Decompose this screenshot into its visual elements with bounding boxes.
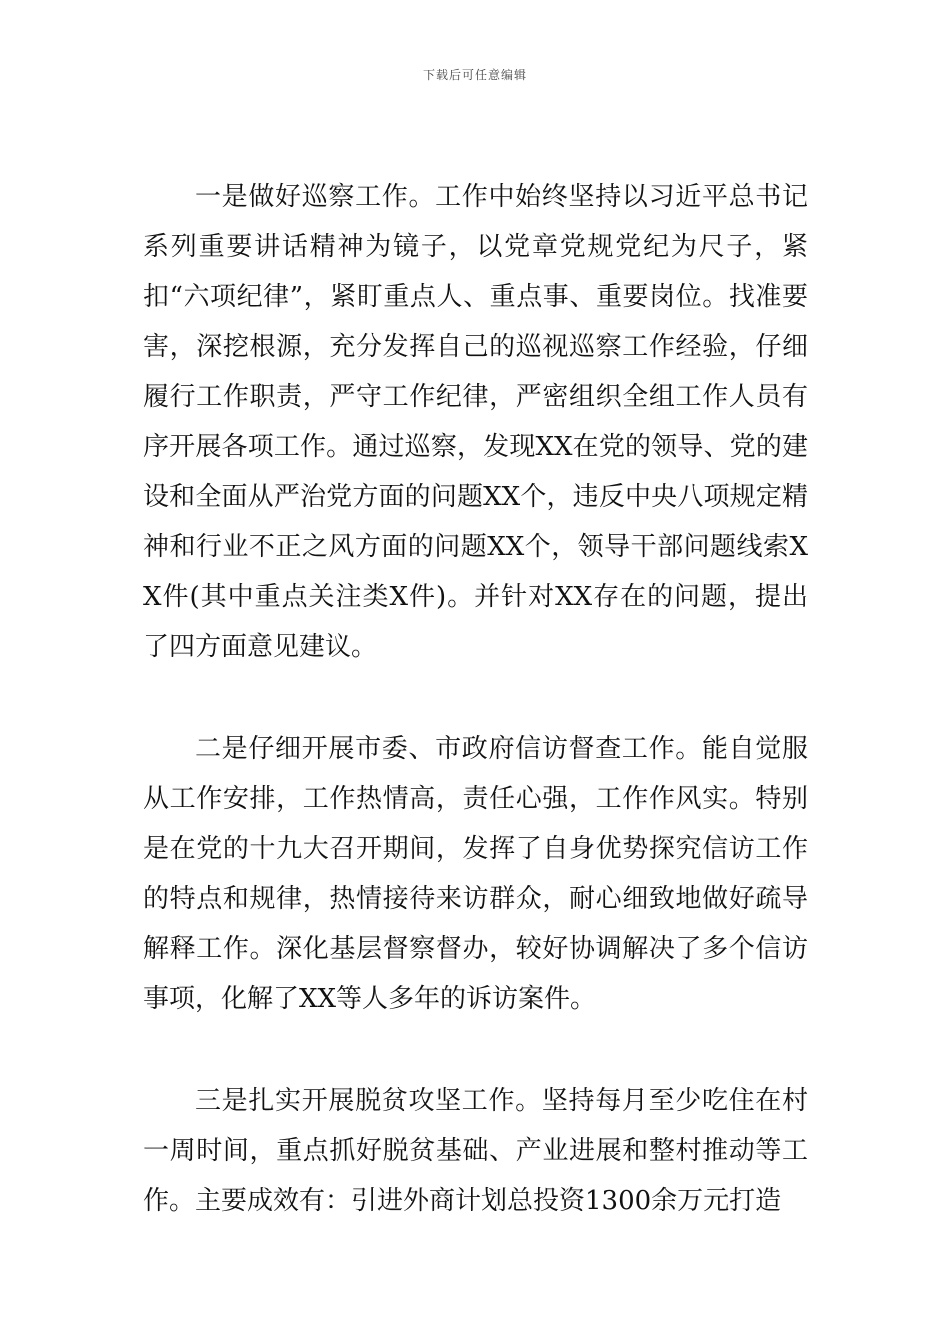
paragraph-petition-supervision: 二是仔细开展市委、市政府信访督查工作。能自觉服从工作安排，工作热情高，责任心强，工作作风实。特别是在党的十九大召开期间，发挥了自身优势探究信访工作的特点和规律，热情接待来访群众，耐心细致地做好疏导解释工作。深化基层督察督办，较好协调解决了多个信访事项，化解了XX等人多年的诉访案件。: [143, 734, 808, 1014]
paragraph-inspection-work: 一是做好巡察工作。工作中始终坚持以习近平总书记系列重要讲话精神为镜子，以党章党规党纪为尺子，紧扣“六项纪律”，紧盯重点人、重点事、重要岗位。找准要害，深挖根源，充分发挥自己的巡视巡察工作经验，仔细履行工作职责，严守工作纪律，严密组织全组工作人员有序开展各项工作。通过巡察，发现XX在党的领导、党的建设和全面从严治党方面的问题XX个，违反中央八项规定精神和行业不正之风方面的问题XX个，领导干部问题线索XX件(其中重点关注类X件)。并针对XX存在的问题，提出了四方面意见建议。: [143, 182, 808, 662]
paragraph-poverty-alleviation: 三是扎实开展脱贫攻坚工作。坚持每月至少吃住在村一周时间，重点抓好脱贫基础、产业进展和整村推动等工作。主要成效有：引进外商计划总投资1300余万元打造: [143, 1086, 808, 1216]
document-body: [143, 172, 808, 1278]
page-header-note: 下载后可任意编辑: [422, 68, 527, 82]
